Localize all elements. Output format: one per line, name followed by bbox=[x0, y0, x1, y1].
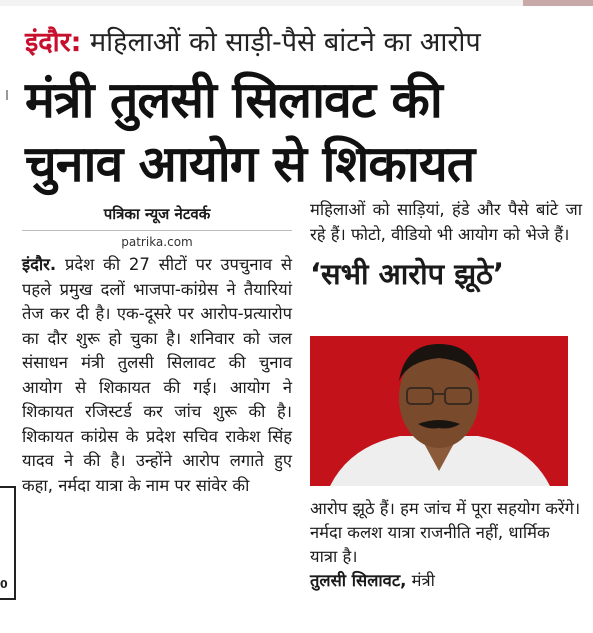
byline: पत्रिका न्यूज नेटवर्क bbox=[22, 202, 292, 231]
article-body-left bbox=[22, 253, 292, 498]
quote-heading: ‘सभी आरोप झूठे’ bbox=[310, 257, 504, 291]
headline-line-1: मंत्री तुलसी सिलावट की bbox=[25, 71, 442, 129]
article-body-right: महिलाओं को साड़ियां, हंडे और पैसे बांटे जा रहे हैं। फोटो, वीडियो भी आयोग को भेजे हैं। bbox=[310, 200, 582, 244]
site-credit: patrika.com bbox=[121, 235, 193, 249]
top-strip bbox=[0, 0, 593, 6]
margin-mark bbox=[6, 90, 8, 100]
right-column bbox=[310, 198, 582, 293]
caption-name: तुलसी सिलावट, bbox=[310, 571, 407, 590]
photo-caption bbox=[310, 497, 582, 593]
dateline: इंदौर. bbox=[22, 255, 57, 274]
left-column bbox=[22, 202, 292, 498]
kicker-text: महिलाओं को साड़ी-पैसे बांटने का आरोप bbox=[90, 27, 481, 58]
kicker-location: इंदौर: bbox=[25, 27, 82, 58]
portrait-photo bbox=[310, 336, 568, 486]
caption-quote: आरोप झूठे हैं। हम जांच में पूरा सहयोग करेंगे। नर्मदा कलश यात्रा राजनीति नहीं, धार्मिक यात्रा है। bbox=[310, 499, 581, 566]
portrait-illustration bbox=[310, 336, 568, 486]
kicker bbox=[25, 26, 481, 60]
top-accent bbox=[523, 0, 593, 6]
edge-digit: 0 bbox=[0, 578, 8, 591]
caption-title: मंत्री bbox=[406, 571, 435, 590]
headline-line-2: चुनाव आयोग से शिकायत bbox=[25, 135, 475, 193]
article-text-left: प्रदेश की 27 सीटों पर उपचुनाव से पहले प्रमुख दलों भाजपा-कांग्रेस ने तैयारियां तेज कर दी है। एक-दूसरे पर आरोप-प्रत्यारोप का दौर शुरू हो चुका है। शनिवार को जल संसाधन मंत्री तुलसी सिलावट की चुनाव आयोग से शिकायत की गई। आयोग ने शिकायत रजिस्टर्ड कर जांच शुरू की है। शिकायत कांग्रेस के प्रदेश सचिव राकेश सिंह यादव ने की है। उन्होंने आरोप लगाते हुए कहा, नर्मदा यात्रा के नाम पर सांवेर की bbox=[22, 255, 292, 495]
